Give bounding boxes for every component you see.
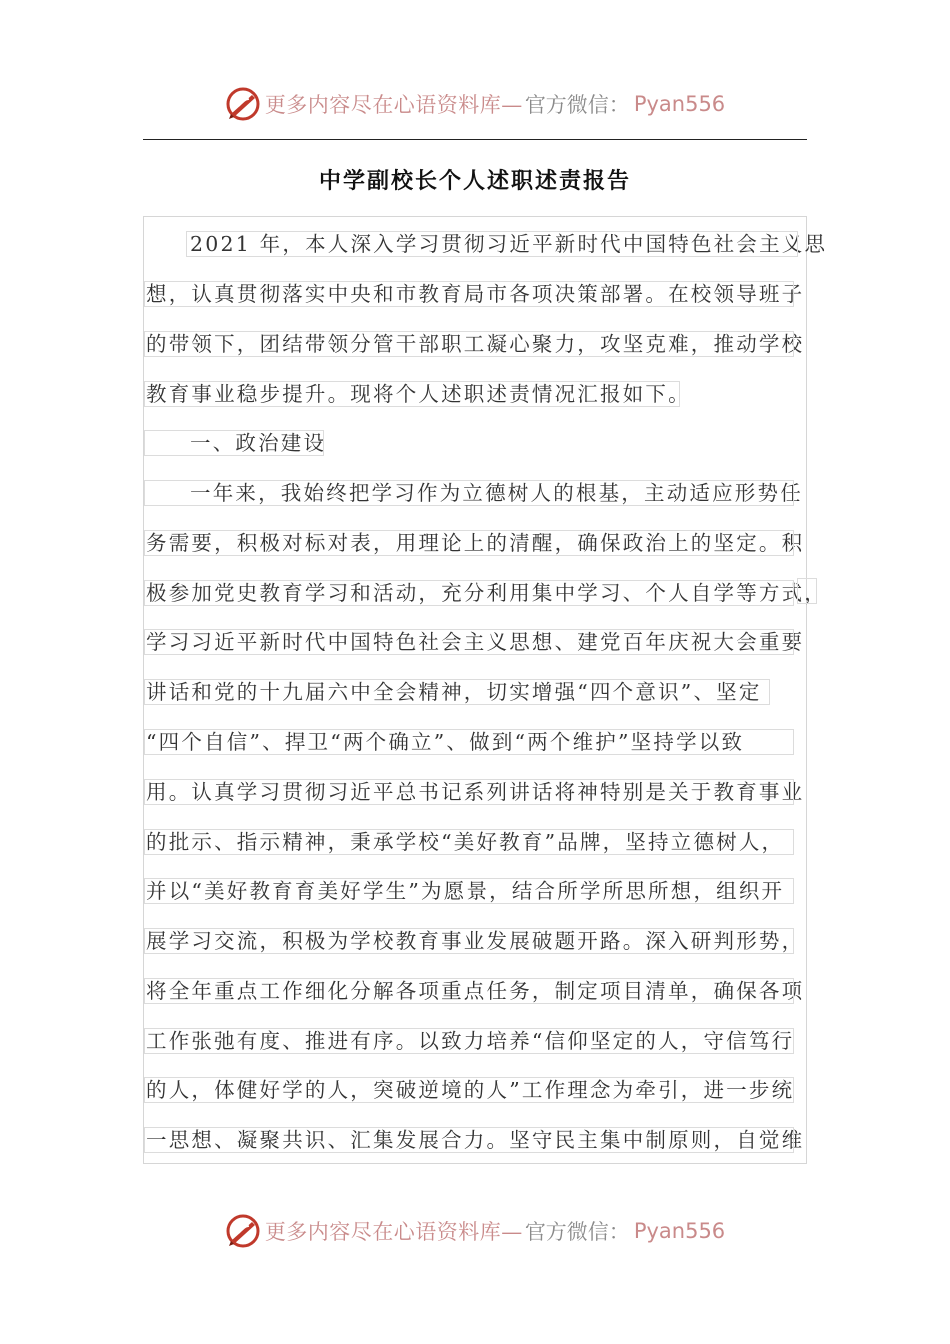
header-wechat-id: Pyan556 bbox=[633, 92, 726, 116]
header-wechat-label: 官方微信： bbox=[524, 93, 630, 117]
body-line: 的批示、指示精神，秉承学校“美好教育”品牌，坚持立德树人， bbox=[146, 829, 796, 856]
header-divider bbox=[143, 139, 807, 140]
body-line: 工作张弛有度、推进有序。以致力培养“信仰坚定的人，守信笃行 bbox=[146, 1029, 795, 1053]
footer-banner bbox=[0, 1211, 950, 1251]
document-title: 中学副校长个人述职述责报告 bbox=[318, 168, 631, 194]
pen-logo-icon bbox=[225, 86, 261, 122]
footer-wechat-id: Pyan556 bbox=[633, 1219, 726, 1243]
body-line: 学习习近平新时代中国特色社会主义思想、建党百年庆祝大会重要 bbox=[146, 630, 805, 654]
body-line: 想，认真贯彻落实中央和市教育局市各项决策部署。在校领导班子 bbox=[146, 282, 805, 306]
body-line: 将全年重点工作细化分解各项重点任务，制定项目清单，确保各项 bbox=[146, 979, 805, 1003]
body-line: 并以“美好教育育美好学生”为愿景，结合所学所思所想，组织开 bbox=[146, 878, 796, 905]
body-line: 一年来，我始终把学习作为立德树人的根基，主动适应形势任 bbox=[146, 480, 796, 507]
header-banner bbox=[0, 84, 950, 124]
pen-logo-icon bbox=[225, 1213, 261, 1249]
body-line: 的带领下，团结带领分管干部职工凝心聚力，攻坚克难，推动学校 bbox=[146, 332, 805, 356]
body-line: 讲话和党的十九届六中全会精神，切实增强“四个意识”、坚定 bbox=[146, 679, 796, 706]
body-line: 一思想、凝聚共识、汇集发展合力。坚守民主集中制原则，自觉维 bbox=[146, 1128, 805, 1152]
body-line: 极参加党史教育学习和活动，充分利用集中学习、个人自学等方式， bbox=[146, 581, 827, 605]
body-line: 的人，体健好学的人，突破逆境的人”工作理念为牵引，进一步统 bbox=[146, 1078, 795, 1102]
footer-brand-text: 更多内容尽在心语资料库— bbox=[264, 1220, 523, 1244]
header-brand-text: 更多内容尽在心语资料库— bbox=[264, 93, 523, 117]
body-line: 2021 年，本人深入学习贯彻习近平新时代中国特色社会主义思 bbox=[146, 231, 796, 258]
body-line: 务需要，积极对标对表，用理论上的清醒，确保政治上的坚定。积 bbox=[146, 531, 805, 555]
body-line: 展学习交流，积极为学校教育事业发展破题开路。深入研判形势， bbox=[146, 929, 805, 953]
section-heading: 一、政治建设 bbox=[146, 430, 796, 457]
footer-wechat-label: 官方微信： bbox=[524, 1220, 630, 1244]
overflow-mark bbox=[797, 578, 817, 604]
body-line: 教育事业稳步提升。现将个人述职述责情况汇报如下。 bbox=[146, 382, 691, 406]
body-line: 用。认真学习贯彻习近平总书记系列讲话将神特别是关于教育事业 bbox=[146, 780, 805, 804]
body-line: “四个自信”、捍卫“两个确立”、做到“两个维护”坚持学以致 bbox=[146, 729, 796, 756]
